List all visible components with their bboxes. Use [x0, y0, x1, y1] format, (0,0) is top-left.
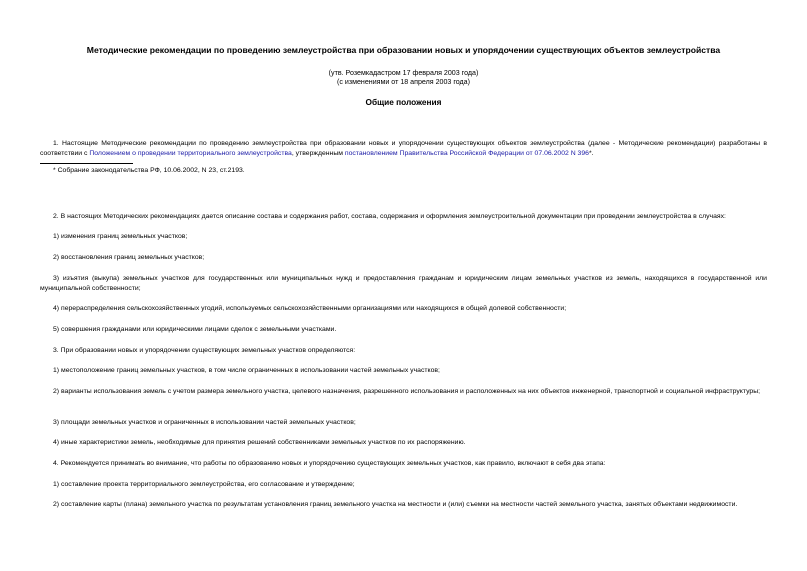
footnote: * Собрание законодательства РФ, 10.06.2002, N 23, ст.2193.	[53, 167, 245, 174]
list-item: 1) составление проекта территориального землеустройства, его согласование и утверждение;	[53, 481, 355, 488]
paragraph-1-text-c: *.	[588, 149, 594, 157]
paragraph-1-text-a: 1. Настоящие Методические рекомендации по проведению землеустройства при образовании новых и упорядочении существующих объектов землеустройства (далее - Методические рекомендации) разработаны в соответствии с	[40, 140, 767, 157]
regulation-link[interactable]: Положением о проведении территориального землеустройства	[89, 149, 292, 157]
paragraph-3: 3. При образовании новых и упорядочении существующих земельных участков определяются:	[53, 347, 356, 354]
paragraph-2: 2. В настоящих Методических рекомендациях дается описание состава и содержания работ, состава, содержания и оформления землеустроительной документации при проведении землеустройства в случаях:	[53, 213, 726, 220]
amendment-note: (с изменениями от 18 апреля 2003 года)	[337, 78, 470, 86]
document-title: Методические рекомендации по проведению землеустройства при образовании новых и упорядочении существующих объектов землеустройства	[86, 45, 721, 55]
decree-link[interactable]: постановлением Правительства Российской Федерации от 07.06.2002 N 396	[344, 149, 589, 157]
list-item: 4) перераспределения сельскохозяйственных угодий, используемых сельскохозяйственными организациями или находящихся в общей долевой собственности;	[53, 305, 567, 312]
list-item: 5) совершения гражданами или юридическими лицами сделок с земельными участками.	[53, 326, 337, 333]
list-item: 2) восстановления границ земельных участков;	[53, 254, 205, 261]
section-title: Общие положения	[365, 97, 442, 107]
list-item: 1) местоположение границ земельных участков, в том числе ограниченных в использовании частей земельных участков;	[53, 367, 440, 374]
list-item: 3) площади земельных участков и ограниченных в использовании частей земельных участков;	[53, 419, 356, 426]
paragraph-1-text-b: , утвержденным	[291, 149, 345, 157]
list-item: 2) составление карты (плана) земельного участка по результатам установления границ земельного участка на местности и (или) съемки на местности частей земельного участка, занятых объектами недвижимости.	[53, 501, 738, 508]
footnote-divider	[40, 163, 133, 164]
paragraph-4: 4. Рекомендуется принимать во внимание, что работы по образованию новых и упорядочению существующих земельных участков, как правило, включают в себя два этапа:	[53, 460, 606, 467]
approval-note: (утв. Роземкадастром 17 февраля 2003 года)	[328, 69, 479, 77]
list-item: 2) варианты использования земель с учетом размера земельного участка, целевого назначения, разрешенного использования и расположенных на них объектов инженерной, транспортной и социальной инфраструктуры;	[53, 388, 761, 395]
list-item: 4) иные характеристики земель, необходимые для принятия решений собственниками земельных участков по их распоряжению.	[53, 439, 466, 446]
paragraph-1	[40, 139, 767, 158]
list-item: 3) изъятия (выкупа) земельных участков для государственных или муниципальных нужд и предоставления гражданам и юридическим лицам земельных участков из земель, находящихся в государственной или муниципальной собственности;	[40, 275, 767, 292]
list-item: 1) изменения границ земельных участков;	[53, 233, 188, 240]
